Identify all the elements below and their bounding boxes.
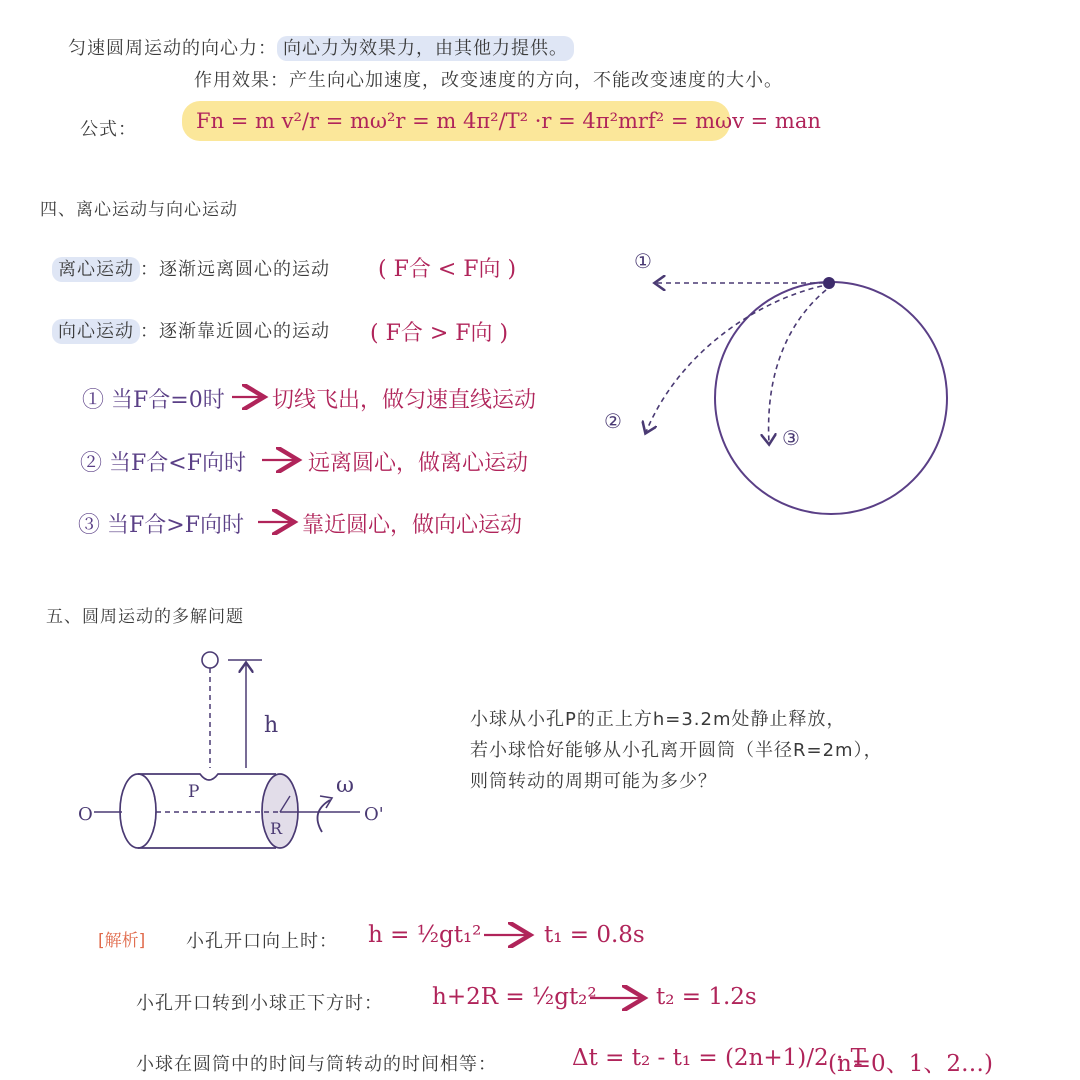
effect-line: 作用效果：产生向心加速度，改变速度的方向，不能改变速度的大小。	[194, 70, 783, 91]
path-label-3: ③	[782, 426, 800, 450]
formula-label: 公式：	[80, 119, 137, 140]
centrifugal-path-2	[646, 286, 822, 432]
section5-title: 五、圆周运动的多解问题	[46, 607, 244, 627]
centripetal-desc: ：逐渐靠近圆心的运动	[140, 321, 330, 342]
path-label-1: ①	[634, 249, 652, 273]
centripetal-path-3	[769, 290, 826, 443]
line1-label: 匀速圆周运动的向心力：	[68, 38, 277, 59]
case1-head: ① 当F合=0时	[82, 388, 225, 413]
moving-ball	[823, 277, 835, 289]
centripetal-label: 向心运动	[52, 319, 140, 344]
case1-tail: 切线飞出，做匀速直线运动	[272, 388, 537, 413]
height-label: h	[264, 713, 279, 738]
case-arrows	[232, 397, 296, 522]
axis-o-prime-label: O'	[364, 804, 384, 825]
centrifugal-desc: ：逐渐远离圆心的运动	[140, 259, 330, 280]
step3-condition: (n=0、1、2…)	[828, 1051, 993, 1077]
cylinder-diagram	[78, 652, 384, 848]
problem-line1: 小球从小孔P的正上方h=3.2m处静止释放，	[470, 709, 846, 730]
hole-label: P	[188, 782, 200, 802]
falling-ball	[202, 652, 218, 668]
case2-head: ② 当F合<F向时	[80, 451, 246, 476]
step3-text: 小球在圆筒中的时间与筒转动的时间相等：	[136, 1054, 497, 1075]
centripetal-force-formula: Fn = m v²/r = mω²r = m 4π²/T² ·r = 4π²mrf² = mωv = man	[196, 109, 821, 133]
path-label-2: ②	[604, 409, 622, 433]
step2-formula: h+2R = ½gt₂²	[432, 984, 597, 1010]
analysis-tag: [解析]	[98, 931, 146, 951]
centripetal-condition: ( F合 > F向 )	[370, 321, 509, 346]
solution-arrows	[484, 935, 642, 998]
step1-formula: h = ½gt₁²	[368, 922, 482, 948]
step2-result: t₂ = 1.2s	[656, 984, 757, 1010]
axis-o-label: O	[78, 804, 93, 825]
line1-highlight: 向心力为效果力，由其他力提供。	[277, 36, 574, 61]
cylinder-top-edge	[138, 774, 276, 780]
step3-formula: Δt = t₂ - t₁ = (2n+1)/2 · T	[572, 1045, 866, 1071]
radius-label: R	[270, 819, 283, 838]
step2-text: 小孔开口转到小球正下方时：	[136, 993, 383, 1014]
centrifugal-condition: ( F合 < F向 )	[378, 257, 517, 282]
case2-tail: 远离圆心，做离心运动	[308, 451, 529, 476]
section4-title: 四、离心运动与向心运动	[40, 200, 238, 220]
problem-line3: 则筒转动的周期可能为多少？	[470, 771, 717, 792]
case3-head: ③ 当F合>F向时	[78, 513, 244, 538]
circular-motion-diagram	[604, 249, 947, 514]
step1-text: 小孔开口向上时：	[186, 931, 338, 952]
orbit-circle	[715, 282, 947, 514]
cylinder-left-end	[120, 774, 156, 848]
centrifugal-label: 离心运动	[52, 257, 140, 282]
case3-tail: 靠近圆心，做向心运动	[302, 513, 523, 538]
problem-line2: 若小球恰好能够从小孔离开圆筒（半径R=2m），	[470, 740, 883, 761]
omega-label: ω	[336, 773, 354, 798]
step1-result: t₁ = 0.8s	[544, 922, 645, 948]
